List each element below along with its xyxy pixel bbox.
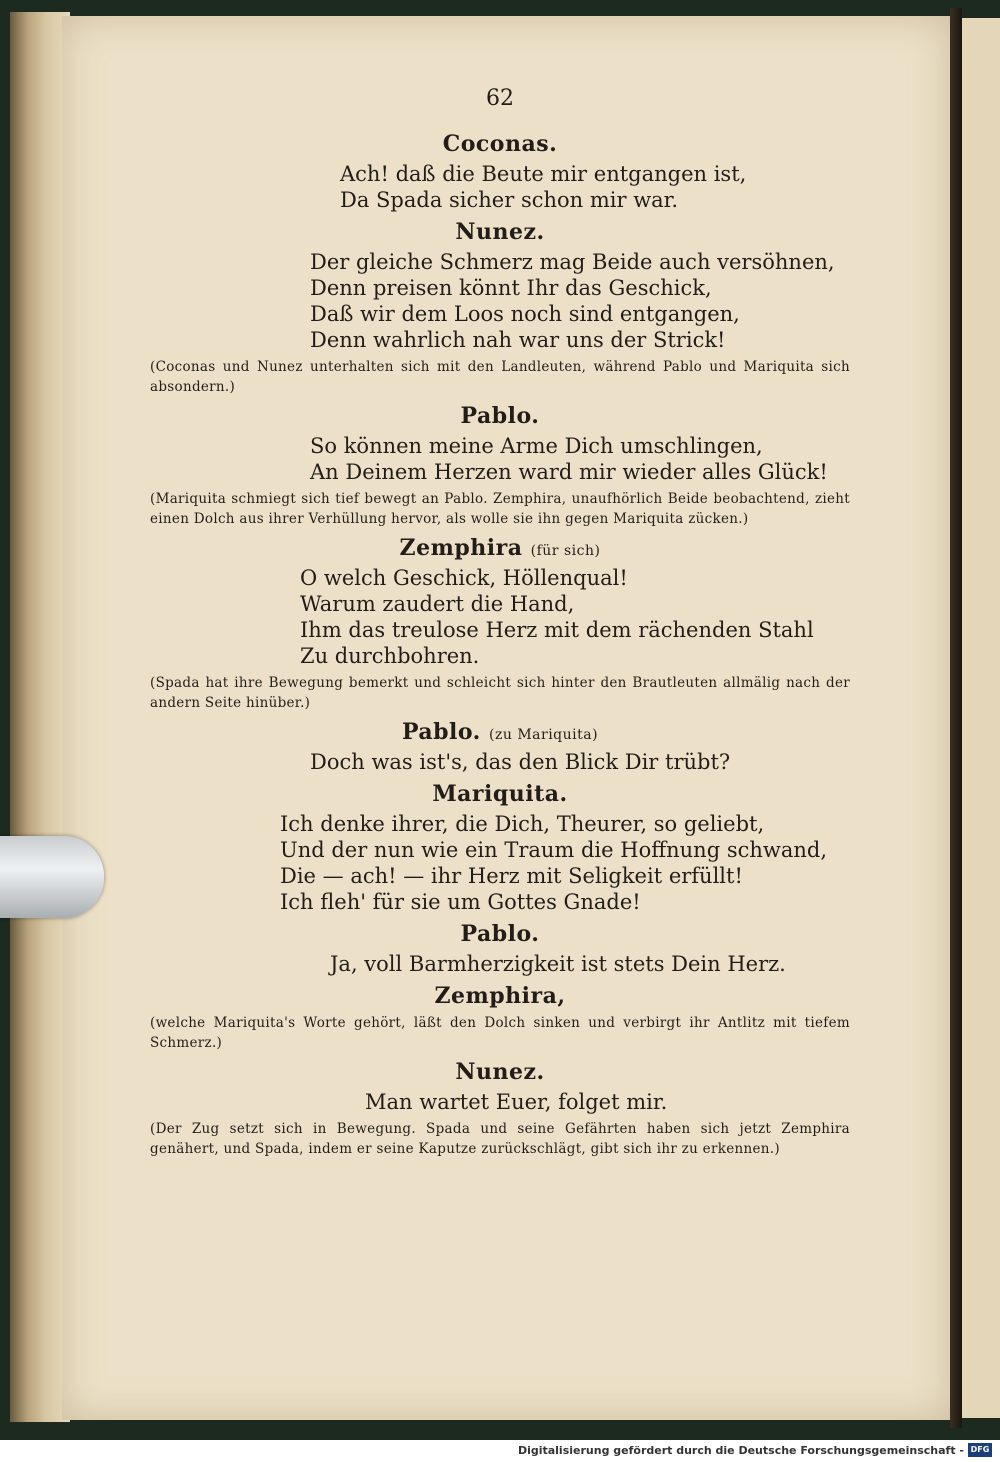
speaker-label: Zemphira [399, 535, 523, 561]
speaker-name [150, 535, 850, 561]
verse-line: Die — ach! — ihr Herz mit Seligkeit erfüllt! [280, 864, 743, 888]
stage-direction: (Coconas und Nunez unterhalten sich mit den Landleuten, während Pablo und Mariquita sich absondern.) [150, 359, 850, 395]
verse-block [150, 249, 850, 353]
verse-line: Daß wir dem Loos noch sind entgangen, [310, 302, 740, 326]
speaker-name [150, 983, 850, 1009]
text-blocks [150, 131, 850, 1159]
speaker-label: Zemphira, [434, 983, 566, 1009]
verse-line: Man wartet Euer, folget mir. [365, 1090, 668, 1114]
speaker-label: Pablo. [460, 921, 540, 947]
speaker-name [150, 781, 850, 807]
speaker-name [150, 921, 850, 947]
verse-line: O welch Geschick, Höllenqual! [300, 566, 628, 590]
verse-line: Denn preisen könnt Ihr das Geschick, [310, 276, 712, 300]
verse-line: Warum zaudert die Hand, [300, 592, 575, 616]
verse-line: Da Spada sicher schon mir war. [340, 188, 679, 212]
stage-direction: (Der Zug setzt sich in Bewegung. Spada und seine Gefährten haben sich jetzt Zemphira genähert, und Spada, indem er seine Kaputze zurückschlägt, gibt sich ihr zu erkennen.) [150, 1121, 850, 1157]
speaker-label: Coconas. [442, 131, 558, 157]
speaker-label: Pablo. [460, 403, 540, 429]
footer-bar [0, 1440, 1000, 1462]
verse-line: Ich denke ihrer, die Dich, Theurer, so geliebt, [280, 812, 765, 836]
book-gutter [950, 8, 962, 1428]
verse-line: Der gleiche Schmerz mag Beide auch versöhnen, [310, 250, 835, 274]
speaker-label: Nunez. [455, 219, 545, 245]
verse-line: Und der nun wie ein Traum die Hoffnung schwand, [280, 838, 828, 862]
speaker-label: Pablo. [401, 719, 481, 745]
verse-block [150, 811, 850, 915]
speaker-label: Mariquita. [432, 781, 568, 807]
page-number: 62 [486, 86, 514, 111]
verse-line: Ihm das treulose Herz mit dem rächenden Stahl [300, 618, 814, 642]
verse-line: An Deinem Herzen ward mir wieder alles Glück! [310, 460, 828, 484]
verse-block [150, 951, 850, 977]
stage-direction: (welche Mariquita's Worte gehört, läßt den Dolch sinken und verbirgt ihr Antlitz mit tiefem Schmerz.) [150, 1015, 850, 1051]
stage-direction: (Mariquita schmiegt sich tief bewegt an Pablo. Zemphira, unaufhörlich Beide beobachtend, zieht einen Dolch aus ihrer Verhüllung hervor, als wolle sie ihn gegen Mariquita zücken.) [150, 491, 850, 527]
speaker-aside: (für sich) [530, 543, 601, 559]
verse-block [150, 565, 850, 669]
verse-line: Denn wahrlich nah war uns der Strick! [310, 328, 726, 352]
verse-line: So können meine Arme Dich umschlingen, [310, 434, 763, 458]
page-content [150, 86, 850, 1165]
speaker-name [150, 131, 850, 157]
verse-block [150, 161, 850, 213]
page-clip [0, 836, 104, 918]
speaker-label: Nunez. [455, 1059, 545, 1085]
verse-line: Doch was ist's, das den Blick Dir trübt? [310, 750, 731, 774]
verse-block [150, 433, 850, 485]
verse-block [150, 749, 850, 775]
facing-page-edge [962, 18, 1000, 1418]
dfg-logo: DFG [968, 1443, 992, 1457]
stage-direction: (Spada hat ihre Bewegung bemerkt und schleicht sich hinter den Brautleuten allmälig nach der andern Seite hinüber.) [150, 675, 850, 711]
verse-block [150, 1089, 850, 1115]
footer-credit: Digitalisierung gefördert durch die Deutsche Forschungsgemeinschaft - [517, 1444, 964, 1457]
speaker-name [150, 1059, 850, 1085]
verse-line: Ach! daß die Beute mir entgangen ist, [340, 162, 747, 186]
speaker-aside: (zu Mariquita) [489, 727, 599, 743]
verse-line: Ja, voll Barmherzigkeit ist stets Dein Herz. [330, 952, 786, 976]
verse-line: Ich fleh' für sie um Gottes Gnade! [280, 890, 641, 914]
speaker-name [150, 403, 850, 429]
speaker-name [150, 219, 850, 245]
book-edge [10, 12, 70, 1422]
verse-line: Zu durchbohren. [300, 644, 480, 668]
speaker-name [150, 719, 850, 745]
